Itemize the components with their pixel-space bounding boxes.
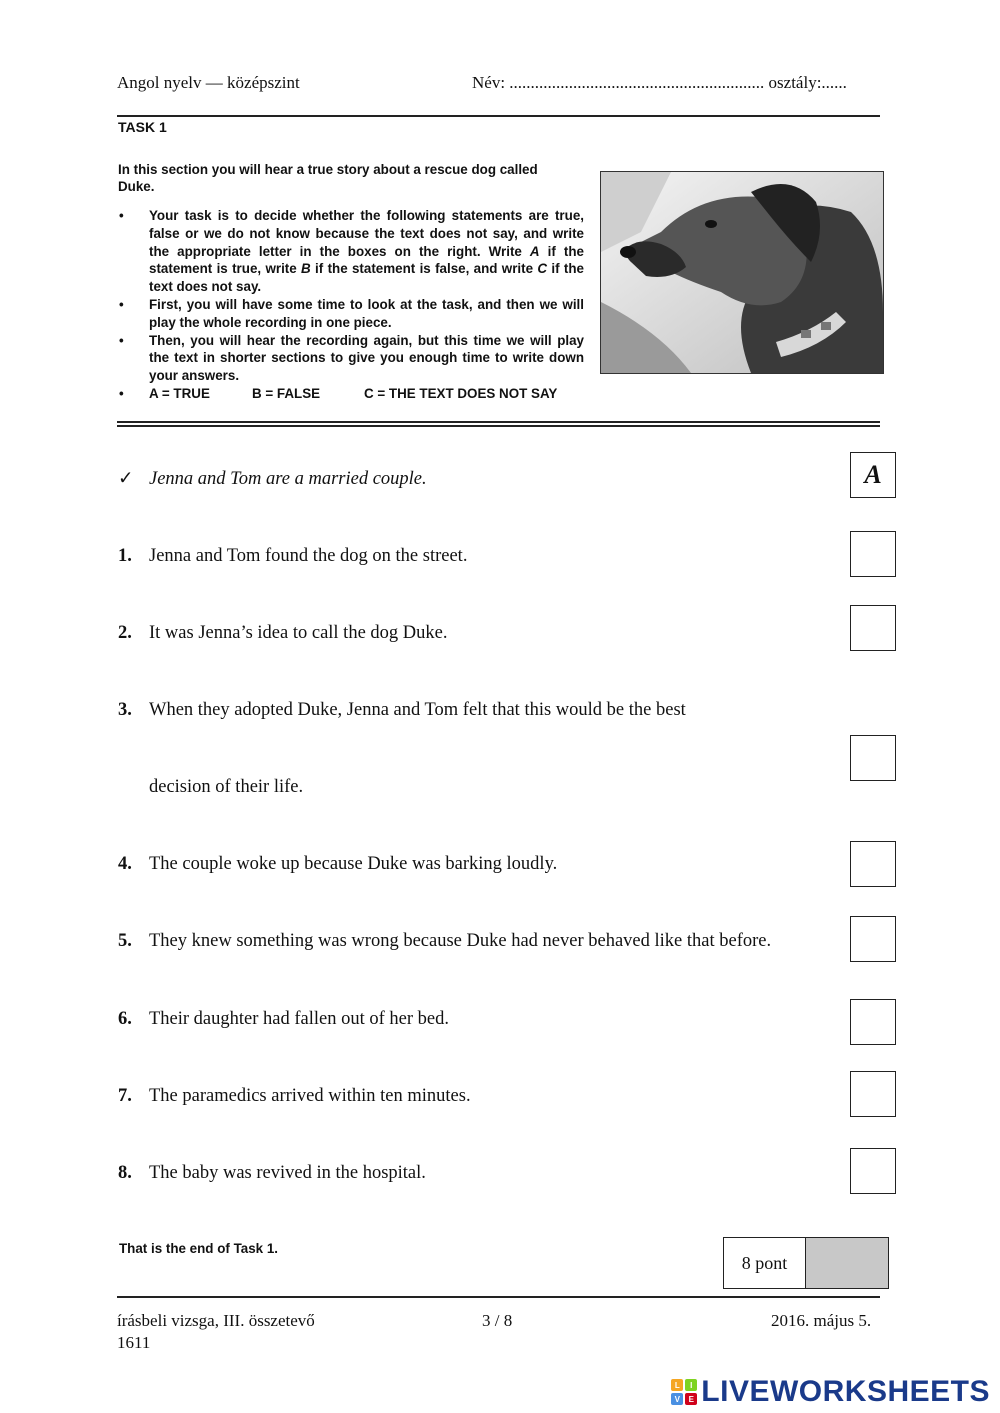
liveworksheets-logo: [671, 1375, 990, 1409]
answer-key: • A = TRUE B = FALSE C = THE TEXT DOES NOT SAY: [118, 385, 584, 403]
question-5: 5. They knew something was wrong because Duke had never behaved like that before.: [118, 931, 772, 951]
page-number: 3 / 8: [482, 1311, 513, 1330]
check-icon: ✓: [118, 469, 134, 489]
task-title: TASK 1: [118, 119, 167, 135]
header-rule: [117, 115, 880, 117]
logo-icon: L I V E: [671, 1379, 697, 1405]
question-4: 4. The couple woke up because Duke was barking loudly.: [118, 854, 558, 874]
dog-photo: [600, 171, 884, 374]
example-answer-box: A: [850, 452, 896, 498]
instruction-item: • First, you will have some time to look at the task, and then we will play the whole recording in one piece.: [118, 296, 584, 332]
score-label: 8 pont: [724, 1238, 806, 1288]
footer-code: 1611: [117, 1333, 151, 1352]
answer-box-1[interactable]: [850, 531, 896, 577]
question-6: 6. Their daughter had fallen out of her bed.: [118, 1009, 449, 1029]
instruction-item: • Your task is to decide whether the following statements are true, false or we do not know because the text does not say, and write the appropriate letter in the boxes on the right. Write A if the statement is true, write B if the statement is false, and write C if the text does not say.: [118, 207, 584, 296]
footer-exam-part: írásbeli vizsga, III. összetevő: [117, 1311, 315, 1330]
write-line: Write A if the statement is true, write B if the statement is false, and write C if the text does not say.: [149, 243, 584, 295]
question-3: 3. When they adopted Duke, Jenna and Tom felt that this would be the best: [118, 700, 686, 720]
task-intro: In this section you will hear a true story about a rescue dog called Duke.: [118, 162, 538, 194]
answer-box-7[interactable]: [850, 1071, 896, 1117]
brand-name: LIVEWORKSHEETS: [701, 1375, 990, 1408]
question-8: 8. The baby was revived in the hospital.: [118, 1163, 426, 1183]
question-2: 2. It was Jenna’s idea to call the dog Duke.: [118, 623, 448, 643]
section-rule-top: [117, 421, 880, 423]
answer-box-6[interactable]: [850, 999, 896, 1045]
example-statement: ✓ Jenna and Tom are a married couple.: [118, 469, 427, 489]
footer-date: 2016. május 5.: [771, 1311, 872, 1330]
section-rule-bottom: [117, 425, 880, 427]
name-class-field: Név: ............................................................ osztály:......: [472, 73, 847, 92]
question-7: 7. The paramedics arrived within ten minutes.: [118, 1086, 471, 1106]
answer-box-8[interactable]: [850, 1148, 896, 1194]
answer-box-3[interactable]: [850, 735, 896, 781]
answer-box-5[interactable]: [850, 916, 896, 962]
end-of-task: That is the end of Task 1.: [119, 1241, 278, 1256]
instruction-item: • Then, you will hear the recording again, but this time we will play the text in shorter sections to give you enough time to write down your answers.: [118, 332, 584, 385]
instructions-list: [118, 207, 584, 403]
score-field: [806, 1238, 888, 1288]
footer-rule: [117, 1296, 880, 1298]
subject-header: Angol nyelv — középszint: [117, 73, 300, 92]
answer-box-2[interactable]: [850, 605, 896, 651]
score-box: [723, 1237, 889, 1289]
answer-box-4[interactable]: [850, 841, 896, 887]
question-3-continued: decision of their life.: [149, 777, 304, 797]
question-1: 1. Jenna and Tom found the dog on the street.: [118, 546, 468, 566]
